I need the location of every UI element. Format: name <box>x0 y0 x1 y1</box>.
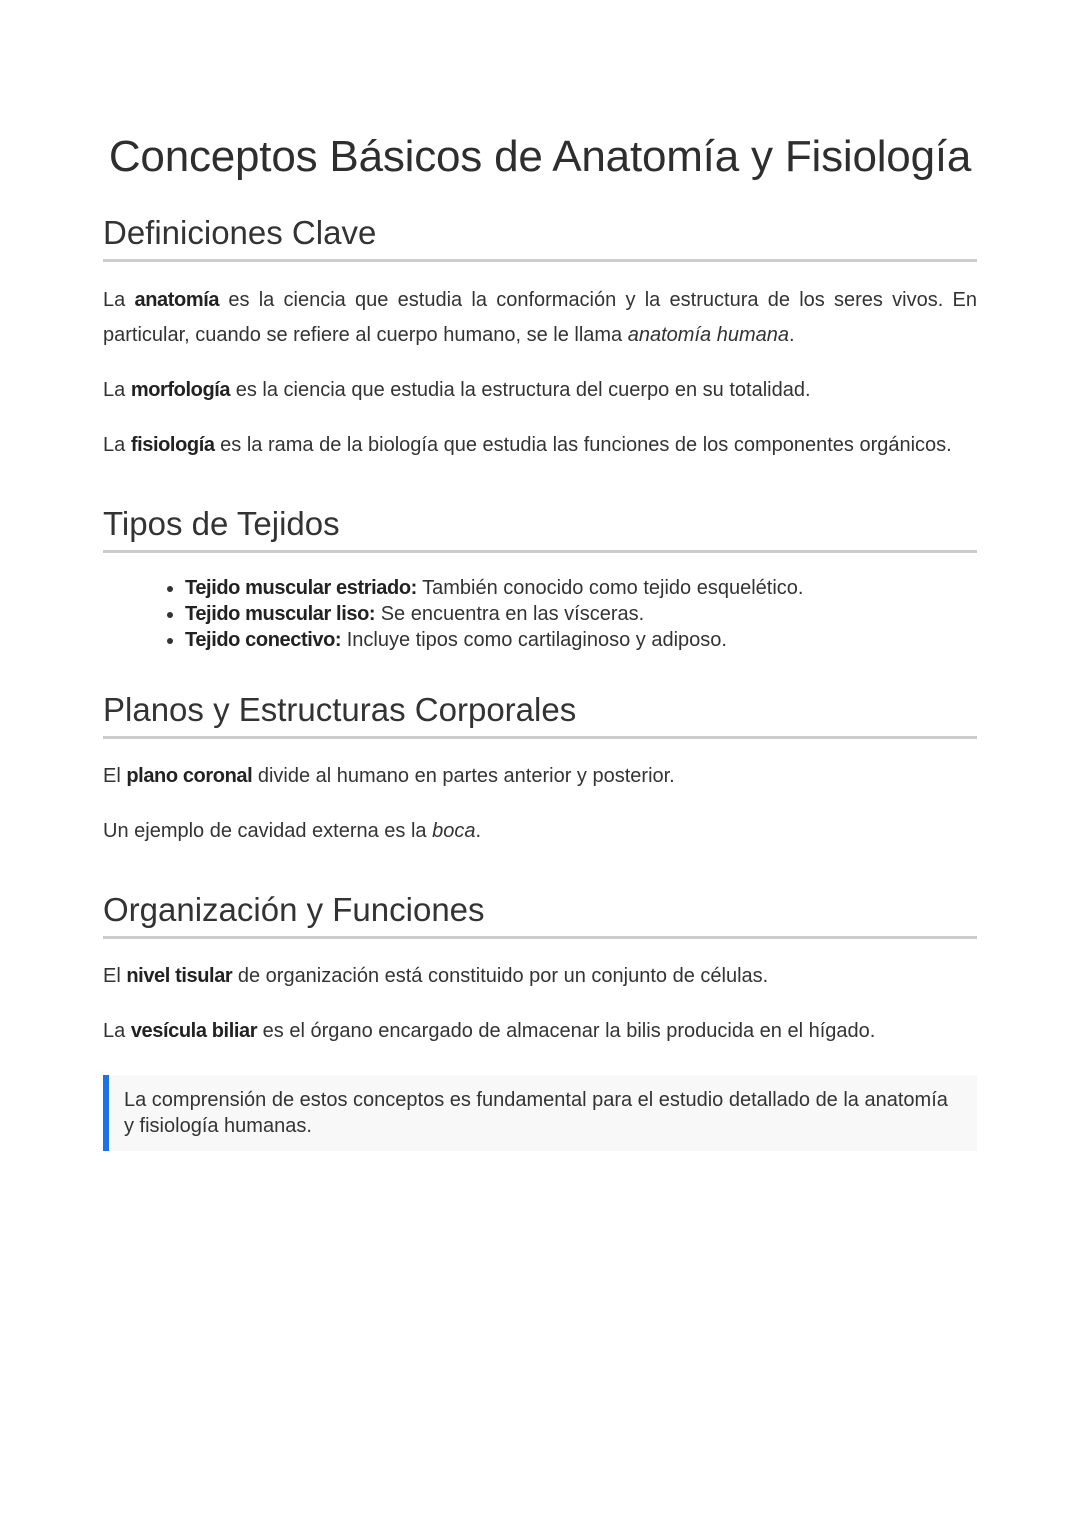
paragraph-nivel-tisular: El nivel tisular de organización está constituido por un conjunto de células. <box>103 965 769 987</box>
list-item: • Tejido muscular liso: Se encuentra en las vísceras. <box>185 601 977 627</box>
tissue-list <box>103 575 977 653</box>
paragraph-vesicula: La vesícula biliar es el órgano encargado de almacenar la bilis producida en el hígado. <box>103 1020 876 1042</box>
note-text: La comprensión de estos conceptos es fundamental para el estudio detallado de la anatomía y fisiología humanas. <box>124 1089 948 1137</box>
section-tejidos <box>103 504 977 653</box>
paragraph-anatomia: La anatomía es la ciencia que estudia la conformación y la estructura de los seres vivos. En particular, cuando se refiere al cuerpo humano, se le llama anatomía humana. <box>103 289 977 346</box>
section-planos <box>103 690 977 849</box>
list-item: • Tejido conectivo: Incluye tipos como cartilaginoso y adiposo. <box>185 627 977 653</box>
paragraph-plano-coronal: El plano coronal divide al humano en partes anterior y posterior. <box>103 765 675 787</box>
section-heading: Planos y Estructuras Corporales <box>103 690 977 739</box>
section-heading: Definiciones Clave <box>103 213 977 262</box>
section-heading: Organización y Funciones <box>103 890 977 939</box>
section-definiciones <box>103 213 977 463</box>
note-blockquote <box>103 1075 977 1151</box>
list-item: • Tejido muscular estriado: También conocido como tejido esquelético. <box>185 575 977 601</box>
section-heading: Tipos de Tejidos <box>103 504 977 553</box>
paragraph-fisiologia: La fisiología es la rama de la biología que estudia las funciones de los componentes orgánicos. <box>103 434 952 456</box>
section-organizacion <box>103 890 977 1049</box>
paragraph-morfologia: La morfología es la ciencia que estudia la estructura del cuerpo en su totalidad. <box>103 379 811 401</box>
paragraph-cavidad: Un ejemplo de cavidad externa es la boca. <box>103 820 482 842</box>
page-title: Conceptos Básicos de Anatomía y Fisiología <box>108 132 972 181</box>
